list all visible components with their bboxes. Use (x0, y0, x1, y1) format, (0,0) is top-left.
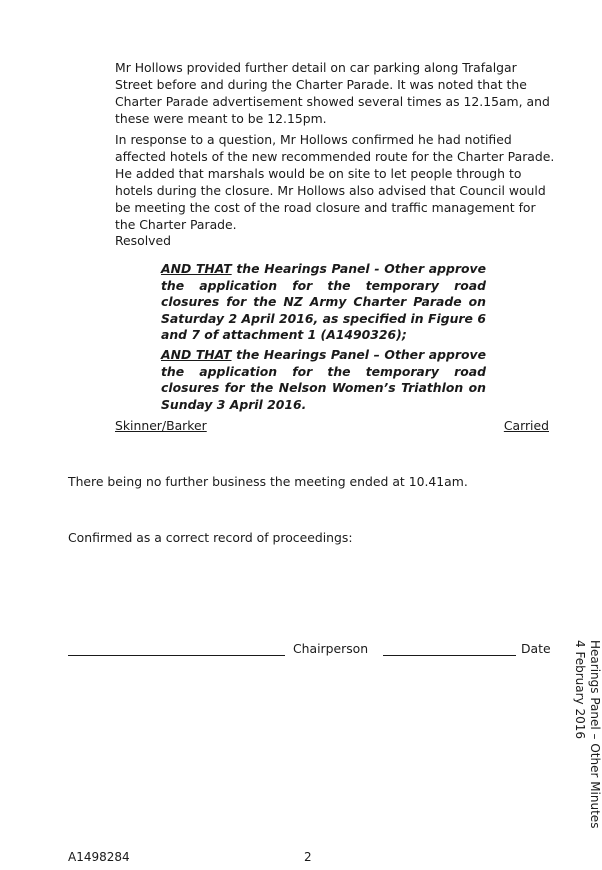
paragraph-hotels-notified: In response to a question, Mr Hollows confirmed he had notified affected hotels of the new recommended route for the Charter Parade. He added that marshals would be on site to let people through to hotels during the closure. Mr Hollows also advised that Council would be meeting the cost of the road closure and traffic management for the Charter Parade. (115, 132, 555, 232)
paragraph-car-parking: Mr Hollows provided further detail on car parking along Trafalgar Street before and during the Charter Parade. It was noted that the Charter Parade advertisement showed several times as 12.15am, and these were meant to be 12.15pm. (115, 60, 550, 126)
side-header-date: 4 February 2016 (573, 640, 587, 739)
page-number: 2 (304, 850, 312, 864)
chairperson-label: Chairperson (293, 641, 369, 656)
date-signature-line (383, 655, 516, 656)
motion-lead: AND THAT (161, 261, 232, 276)
motion-text: the Hearings Panel - Other approve the application for the temporary road closures for the NZ Army Charter Parade on Saturday 2 April 2016, as specified in Figure 6 and 7 of attachment 1 (A1490326); (161, 261, 486, 342)
motion-result: Carried (503, 418, 549, 433)
motion-lead: AND THAT (161, 347, 232, 362)
motion-triathlon (161, 347, 486, 413)
side-running-header (572, 640, 602, 829)
motion-text: the Hearings Panel – Other approve the application for the temporary road closures for the Nelson Women’s Triathlon on Sunday 3 April 2016. (161, 347, 486, 412)
chairperson-signature-line (68, 655, 285, 656)
resolved-label: Resolved (115, 233, 171, 248)
side-running-header-text (572, 640, 602, 828)
motion-charter-parade (161, 261, 486, 344)
confirmation-statement: Confirmed as a correct record of proceedings: (68, 530, 353, 545)
closing-statement: There being no further business the meeting ended at 10.41am. (68, 474, 468, 489)
side-header-title: Hearings Panel – Other Minutes (588, 640, 602, 829)
mover-seconder: Skinner/Barker (115, 418, 207, 433)
date-label: Date (521, 641, 551, 656)
document-reference: A1498284 (68, 850, 130, 864)
